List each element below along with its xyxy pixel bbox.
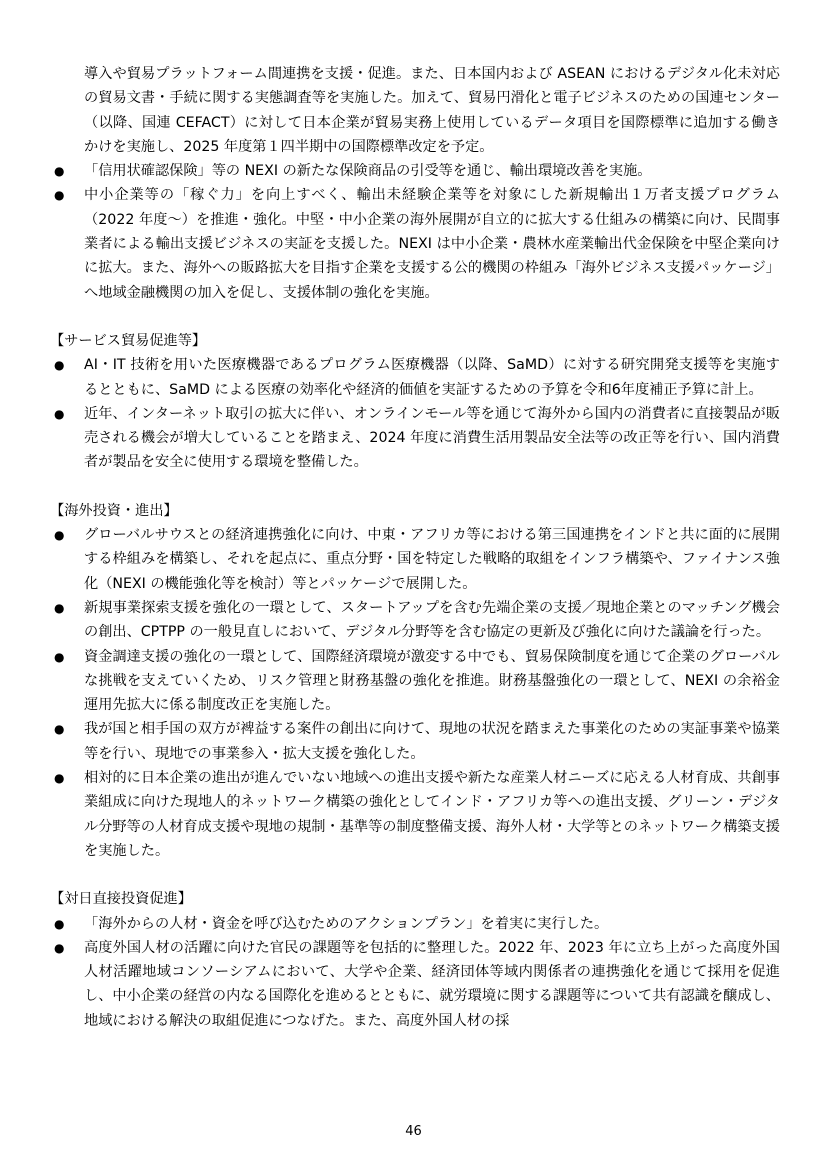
bullet-item (50, 912, 780, 936)
bullet-item (50, 402, 780, 475)
bullet-item (50, 596, 780, 645)
page-body (50, 62, 780, 1033)
overseas-investment-bullet-list (50, 523, 780, 863)
inward-fdi-bullet-list (50, 912, 780, 1033)
bullet-icon: ● (54, 940, 65, 955)
bullet-icon: ● (54, 528, 65, 543)
bullet-icon: ● (54, 406, 65, 421)
bullet-text: 相対的に日本企業の進出が進んでいない地域への進出支援や新たな産業人材ニーズに応える人材育成、共創事業組成に向けた現地人的ネットワーク構築の強化としてインド・アフリカ等への進出支援、グリーン・デジタル分野等の人材育成支援や現地の規制・基準等の制度整備支援、海外人材・大学等とのネットワーク構築支援を実施した。 (84, 770, 780, 859)
bullet-text: グローバルサウスとの経済連携強化に向け、中東・アフリカ等における第三国連携をインドと共に面的に展開する枠組みを構築し、それを起点に、重点分野・国を特定した戦略的取組をインフラ構築や、ファイナンス強化（NEXI の機能強化等を検討）等とパッケージで展開した。 (84, 527, 780, 592)
bullet-text: 我が国と相手国の双方が裨益する案件の創出に向けて、現地の状況を踏まえた事業化のための実証事業や協業等を行い、現地での事業参入・拡大支援を強化した。 (84, 721, 780, 762)
service-trade-bullet-list (50, 353, 780, 474)
bullet-item (50, 183, 780, 304)
bullet-item (50, 645, 780, 718)
bullet-icon: ● (54, 600, 65, 615)
section-heading-inward-fdi: 【対日直接投資促進】 (50, 891, 192, 908)
bullet-icon: ● (54, 722, 65, 737)
bullet-item (50, 159, 780, 183)
bullet-icon: ● (54, 164, 65, 179)
bullet-text: 資金調達支援の強化の一環として、国際経済環境が激変する中でも、貿易保険制度を通じて企業のグローバルな挑戦を支えていくため、リスク管理と財務基盤の強化を推進。財務基盤強化の一環として、NEXI の余裕金運用先拡大に係る制度改正を実施した。 (84, 648, 780, 714)
page-number: 46 (405, 1124, 422, 1139)
bullet-item (50, 766, 780, 863)
bullet-text: 「信用状確認保険」等の NEXI の新たな保険商品の引受等を通じ、輸出環境改善を実施。 (84, 163, 652, 180)
bullet-icon: ● (54, 188, 65, 203)
bullet-icon: ● (54, 916, 65, 931)
bullet-icon: ● (54, 649, 65, 664)
bullet-text: 「海外からの人材・資金を呼び込むためのアクションプラン」を着実に実行した。 (84, 915, 609, 932)
bullet-text: AI・IT 技術を用いた医療機器であるプログラム医療機器（以降、SaMD）に対する研究開発支援等を実施するとともに、SaMD による医療の効率化や経済的価値を実証するための予算を令和6年度補正予算に計上。 (84, 357, 780, 398)
bullet-icon: ● (54, 358, 65, 373)
bullet-item (50, 523, 780, 596)
bullet-text: 近年、インターネット取引の拡大に伴い、オンラインモール等を通じて海外から国内の消費者に直接製品が販売される機会が増大していることを踏まえ、2024 年度に消費生活用製品安全法等の改正等を行い、国内消費者が製品を安全に使用する環境を整備した。 (84, 405, 780, 471)
bullet-item (50, 936, 780, 1033)
bullet-text: 高度外国人材の活躍に向けた官民の課題等を包括的に整理した。2022 年、2023 年に立ち上がった高度外国人材活躍地域コンソーシアムにおいて、大学や企業、経済団体等域内関係者の連携強化を通じて採用を促進し、中小企業の経営の内なる国際化を進めるとともに、就労環境に関する課題等について共有認識を醸成し、地域における解決の取組促進につなげた。また、高度外国人材の採 (84, 939, 780, 1029)
bullet-text: 新規事業探索支援を強化の一環として、スタートアップを含む先端企業の支援／現地企業とのマッチング機会の創出、CPTPP の一般見直しにおいて、デジタル分野等を含む協定の更新及び強化に向けた議論を行った。 (84, 599, 780, 641)
continuation-paragraph: 導入や貿易プラットフォーム間連携を支援・促進。また、日本国内および ASEAN におけるデジタル化未対応の貿易文書・手続に関する実態調査等を実施した。加えて、貿易円滑化と電子ビジネスのための国連センター（以降、国連 CEFACT）に対して日本企業が貿易実務上使用しているデータ項目を国際標準に追加する働きかけを実施し、2025 年度第１四半期中の国際標準改定を予定。 (84, 66, 780, 155)
bullet-text: 中小企業等の「稼ぐ力」を向上すべく、輸出未経験企業等を対象にした新規輸出１万者支援プログラム（2022 年度～）を推進・強化。中堅・中小企業の海外展開が自立的に拡大する仕組みの構築に向け、民間事業者による輸出支援ビジネスの実証を支援した。NEXI は中小企業・農林水産業輸出代金保険を中堅企業向けに拡大。また、海外への販路拡大を目指す企業を支援する公的機関の枠組み「海外ビジネス支援パッケージ」へ地域金融機関の加入を促し、支援体制の強化を実施。 (84, 187, 780, 301)
intro-bullet-list (50, 159, 780, 305)
section-heading-overseas-investment: 【海外投資・進出】 (50, 502, 178, 519)
bullet-item (50, 353, 780, 402)
bullet-item (50, 717, 780, 766)
bullet-icon: ● (54, 771, 65, 786)
section-heading-service-trade: 【サービス貿易促進等】 (50, 332, 207, 349)
